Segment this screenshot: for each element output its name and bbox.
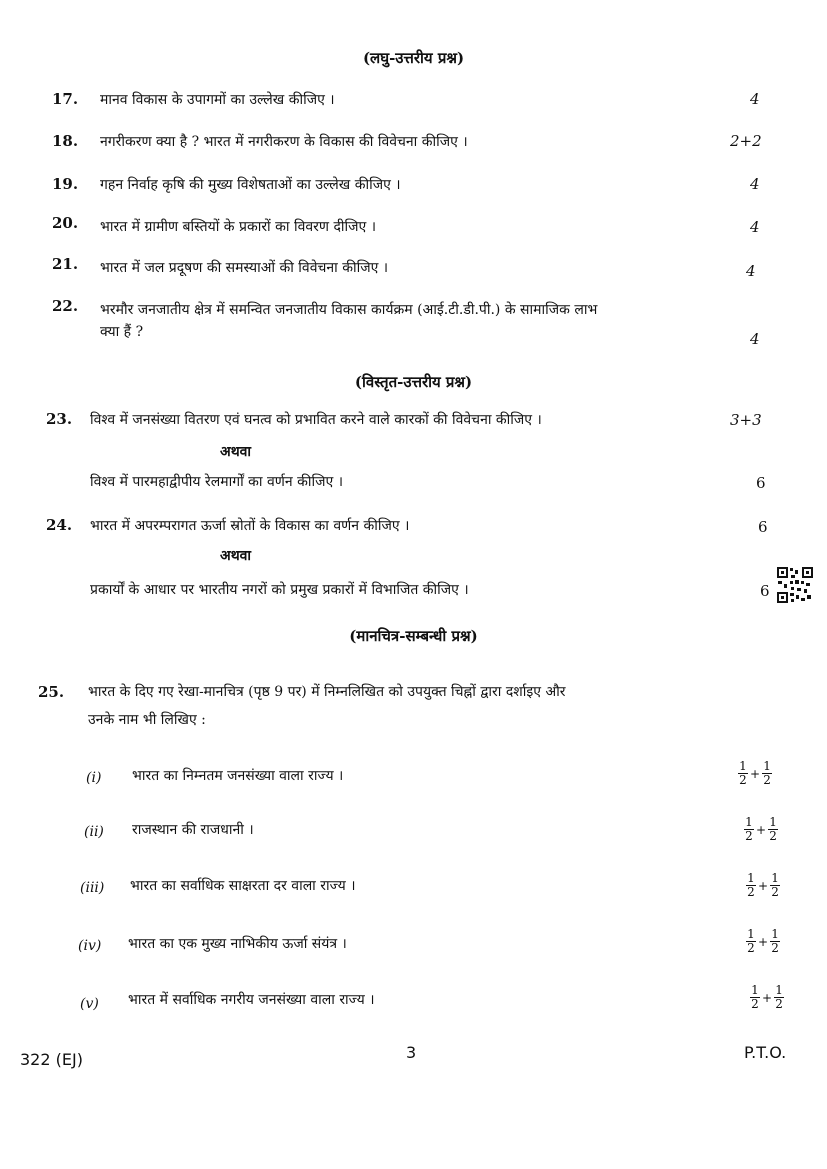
- question-marks: 3+3: [730, 411, 762, 429]
- question-text: विश्व में जनसंख्या वितरण एवं घनत्व को प्रभावित करने वाले कारकों की विवेचना कीजिए ।: [90, 412, 542, 428]
- alternative-question-text: विश्व में पारमहाद्वीपीय रेलमार्गों का वर्णन कीजिए ।: [90, 474, 343, 490]
- qr-code-icon: [776, 566, 814, 604]
- part-text: भारत का निम्नतम जनसंख्या वाला राज्य ।: [132, 768, 344, 784]
- question-text: गहन निर्वाह कृषि की मुख्य विशेषताओं का उल्लेख कीजिए ।: [100, 177, 401, 193]
- question-marks: 6: [756, 474, 766, 492]
- marks-fraction: $\frac{1}{2}$ + $\frac{1}{2}$: [747, 927, 779, 955]
- question-text-line1: भारत के दिए गए रेखा-मानचित्र (पृष्ठ 9 पर) में निम्नलिखित को उपयुक्त चिह्नों द्वारा दर्शाइए और: [88, 684, 566, 700]
- question-marks: 4: [750, 218, 760, 236]
- marks-fraction: $\frac{1}{2}$ + $\frac{1}{2}$: [747, 871, 779, 899]
- part-label: (v): [80, 996, 99, 1012]
- marks-fraction: $\frac{1}{2}$ + $\frac{1}{2}$: [739, 759, 771, 787]
- part-text: भारत में सर्वाधिक नगरीय जनसंख्या वाला राज्य ।: [128, 992, 375, 1008]
- question-text-line2: क्या हैं ?: [100, 324, 144, 340]
- question-text: मानव विकास के उपागमों का उल्लेख कीजिए ।: [100, 92, 335, 108]
- question-number: 23.: [46, 410, 73, 428]
- marks-fraction: $\frac{1}{2}$ + $\frac{1}{2}$: [745, 815, 777, 843]
- question-number: 20.: [52, 214, 79, 232]
- pto-label: P.T.O.: [744, 1043, 787, 1062]
- question-text: नगरीकरण क्या है ? भारत में नगरीकरण के विकास की विवेचना कीजिए ।: [100, 134, 468, 150]
- question-marks: 4: [750, 90, 760, 108]
- page-number: 3: [406, 1043, 417, 1062]
- question-text: भारत में ग्रामीण बस्तियों के प्रकारों का विवरण दीजिए ।: [100, 219, 377, 235]
- part-label: (iii): [80, 880, 105, 896]
- alternative-question-text: प्रकार्यों के आधार पर भारतीय नगरों को प्रमुख प्रकारों में विभाजित कीजिए ।: [90, 582, 469, 598]
- part-label: (iv): [78, 938, 102, 954]
- marks-fraction: $\frac{1}{2}$ + $\frac{1}{2}$: [751, 983, 783, 1011]
- question-text: भारत में अपरम्परागत ऊर्जा स्रोतों के विकास का वर्णन कीजिए ।: [90, 518, 410, 534]
- question-number: 24.: [46, 516, 73, 534]
- or-label: अथवा: [220, 548, 252, 564]
- question-marks: 4: [750, 175, 760, 193]
- question-marks: 6: [758, 518, 768, 536]
- question-marks: 4: [746, 262, 756, 280]
- question-number: 18.: [52, 132, 79, 150]
- question-number: 22.: [52, 297, 79, 315]
- question-number: 25.: [38, 683, 65, 701]
- question-number: 17.: [52, 90, 79, 108]
- section-heading-short: (लघु-उत्तरीय प्रश्न): [362, 49, 465, 67]
- or-label: अथवा: [220, 444, 252, 460]
- question-marks: 4: [750, 330, 760, 348]
- paper-code: 322 (EJ): [20, 1050, 83, 1069]
- question-text-line2: उनके नाम भी लिखिए :: [88, 712, 206, 728]
- question-number: 19.: [52, 175, 79, 193]
- part-text: भारत का सर्वाधिक साक्षरता दर वाला राज्य ।: [130, 878, 356, 894]
- part-text: राजस्थान की राजधानी ।: [132, 822, 254, 838]
- question-text-line1: भरमौर जनजातीय क्षेत्र में समन्वित जनजातीय विकास कार्यक्रम (आई.टी.डी.पी.) के सामाजिक लाभ: [100, 302, 598, 318]
- section-heading-map: (मानचित्र-सम्बन्धी प्रश्न): [349, 627, 478, 645]
- question-text: भारत में जल प्रदूषण की समस्याओं की विवेचना कीजिए ।: [100, 260, 389, 276]
- question-marks: 2+2: [730, 132, 762, 150]
- part-text: भारत का एक मुख्य नाभिकीय ऊर्जा संयंत्र ।: [128, 936, 347, 952]
- question-marks: 6: [760, 582, 770, 600]
- part-label: (i): [86, 770, 102, 786]
- question-number: 21.: [52, 255, 79, 273]
- section-heading-long: (विस्तृत-उत्तरीय प्रश्न): [354, 373, 473, 391]
- part-label: (ii): [84, 824, 104, 840]
